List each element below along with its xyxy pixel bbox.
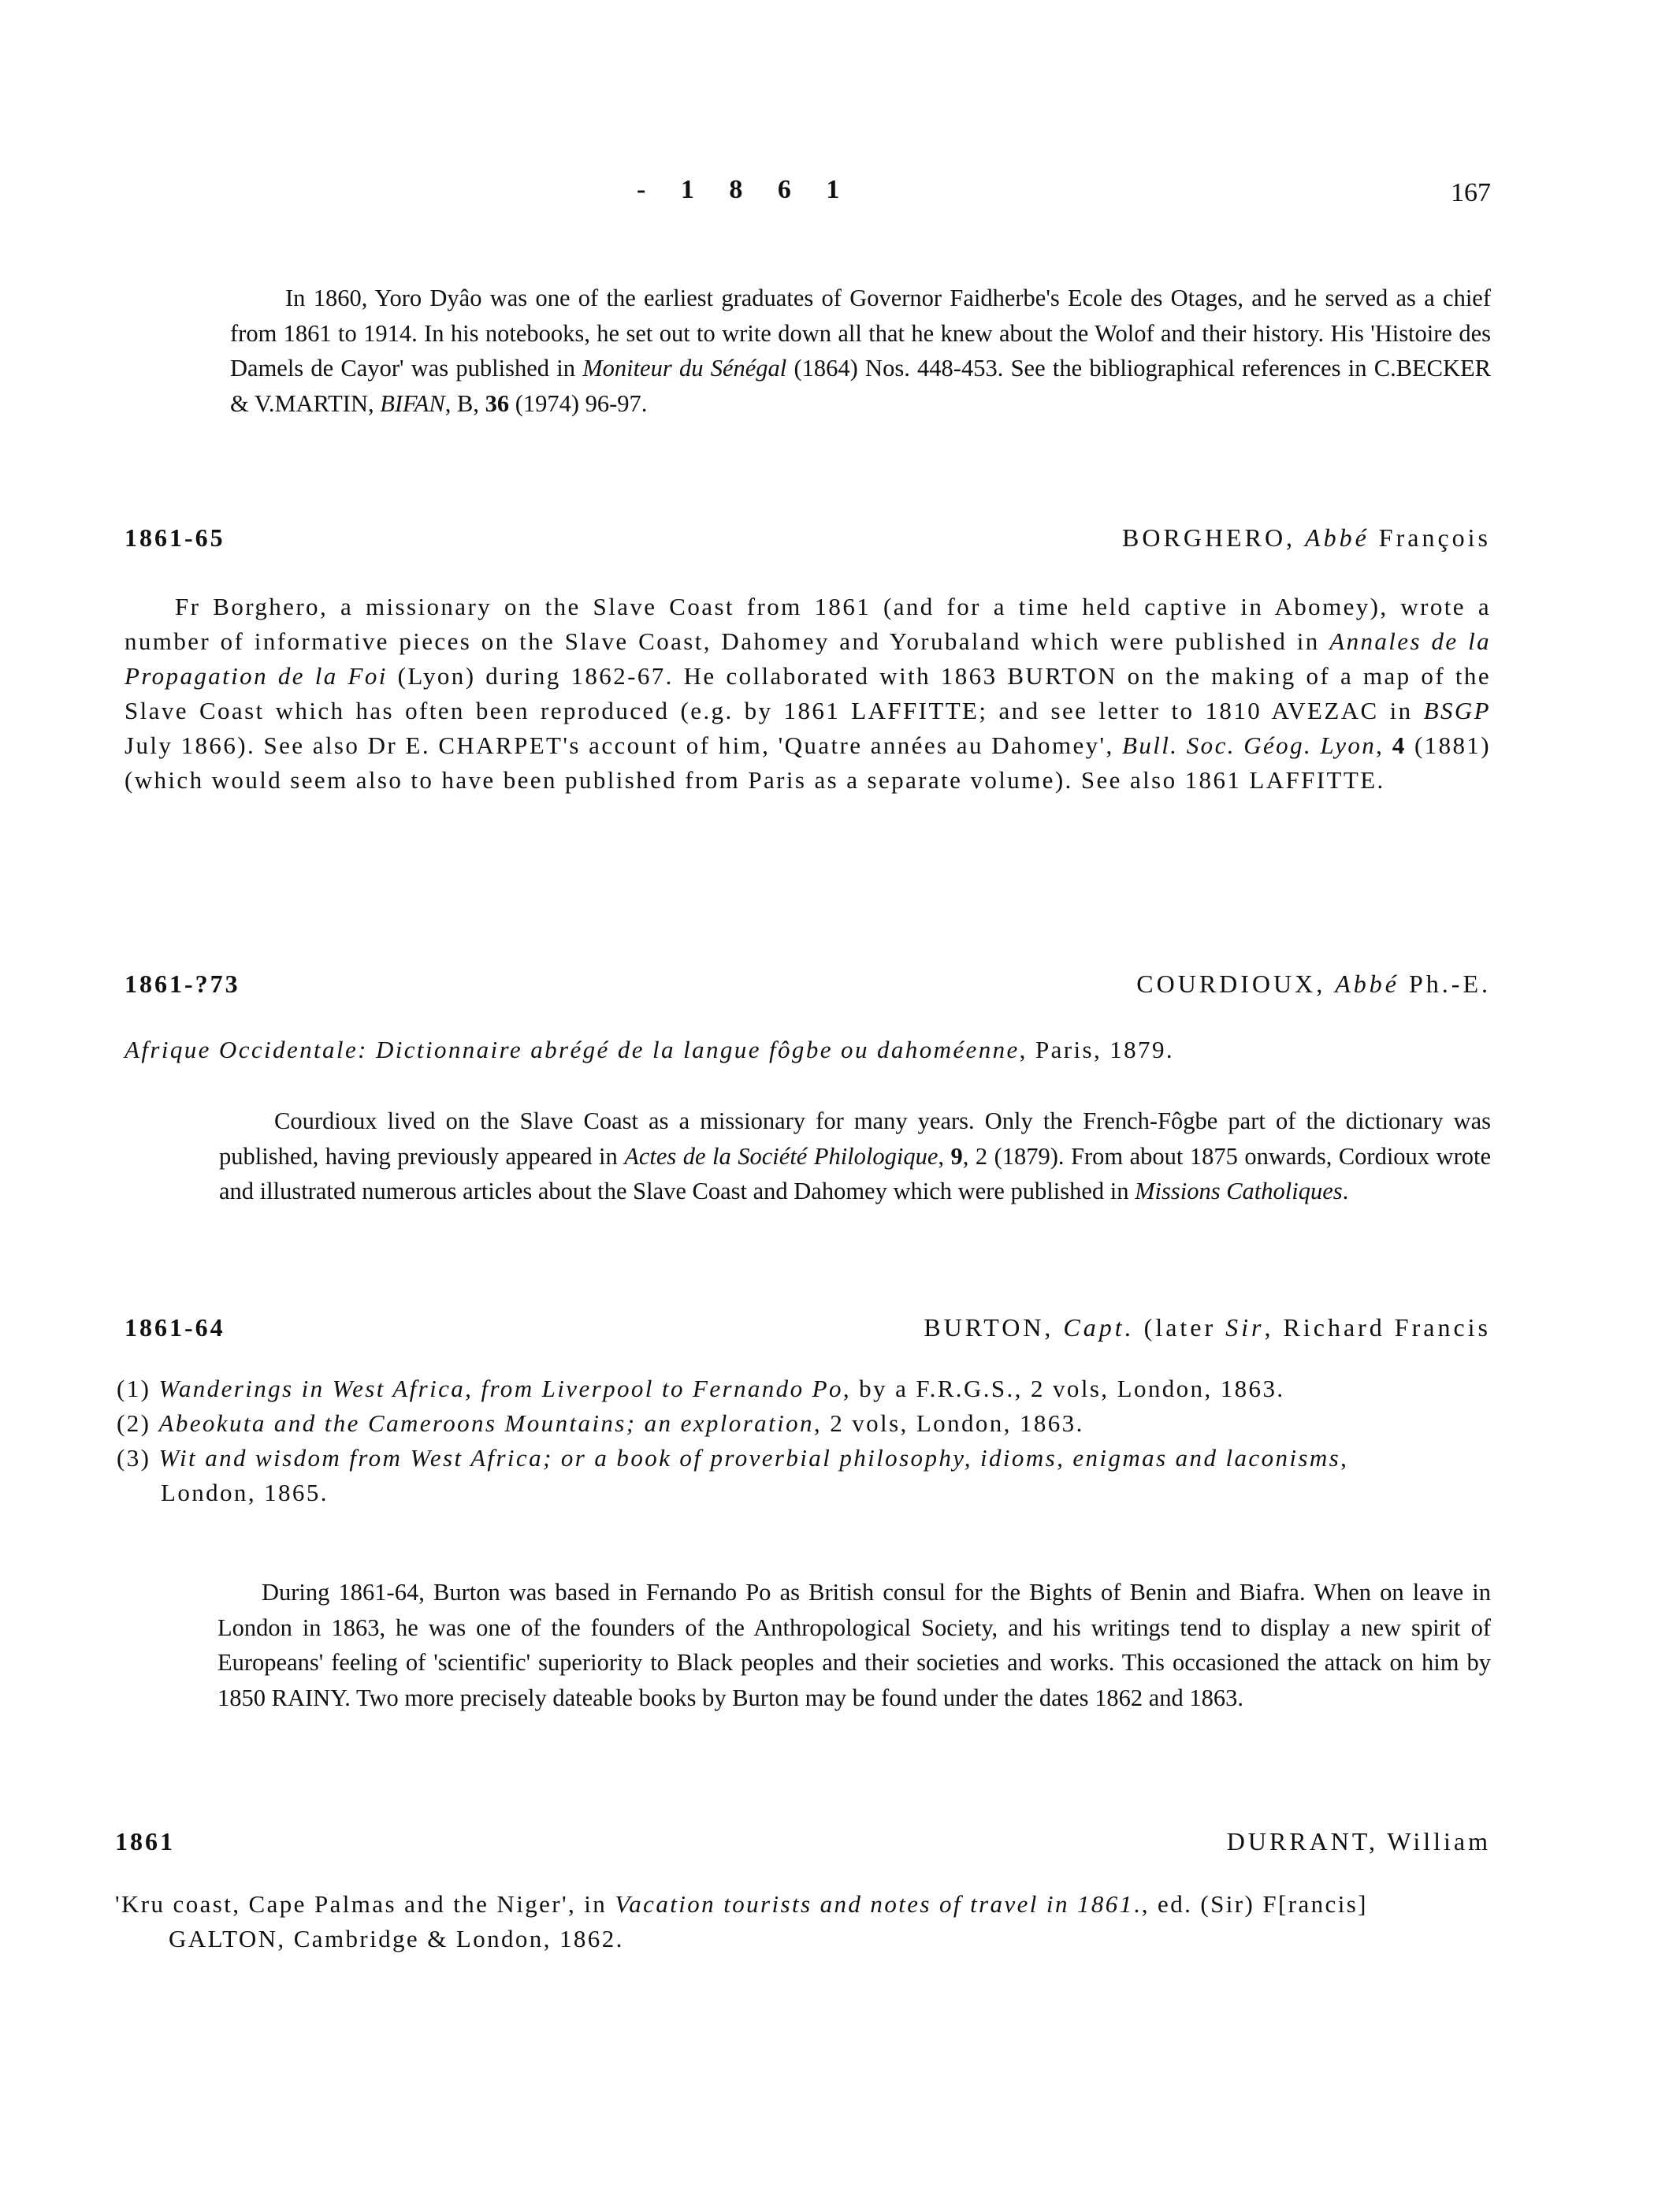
entry-note: During 1861-64, Burton was based in Fernando Po as British consul for the Bights of Benin and Biafra. When on leave in London in 1863, he was one of the founders of the Anthropological Society, and his writings tend to display a new spirit of Europeans' feeling of 'scientific' superiority to Black peoples and their societies and works. This occasioned the attack on him by 1850 RAINY. Two more precisely dateable books by Burton may be found under the dates 1862 and 1863. xyxy=(217,1579,1491,1711)
page-number: 167 xyxy=(1451,178,1491,207)
entry-author: COURDIOUX, Abbé Ph.-E. xyxy=(1136,970,1491,998)
entry-author: BORGHERO, Abbé François xyxy=(1122,523,1491,552)
entry-date: 1861-65 xyxy=(125,523,225,552)
entry-paragraph: Fr Borghero, a missionary on the Slave Coast from 1861 (and for a time held captive in Abomey), wrote a number of informative pieces on the Slave Coast, Dahomey and Yorubaland which were published in Annales de la Propagation de la Foi (Lyon) during 1862-67. He collaborated with 1863 BURTON on the making of a map of the Slave Coast which has often been reproduced (e.g. by 1861 LAFFITTE; and see letter to 1810 AVEZAC in BSGP July 1866). See also Dr E. CHARPET's account of him, 'Quatre années au Dahomey', Bull. Soc. Géog. Lyon, 4 (1881)(which would seem also to have been published from Paris as a separate volume). See also 1861 LAFFITTE. xyxy=(125,593,1491,794)
entry-author: DURRANT, William xyxy=(1226,1827,1491,1855)
entry-works-list xyxy=(117,1372,1440,1510)
entry-date: 1861 xyxy=(115,1827,175,1855)
work-item: (3) Wit and wisdom from West Africa; or a book of proverbial philosophy, idioms, enigmas and laconisms, London, 1865. xyxy=(117,1444,1349,1506)
entry-date: 1861-?73 xyxy=(125,970,240,998)
entry-work: 'Kru coast, Cape Palmas and the Niger', in Vacation tourists and notes of travel in 1861., ed. (Sir) F[rancis] GALTON, Cambridge & London, 1862. xyxy=(115,1890,1368,1952)
entry-date: 1861-64 xyxy=(125,1313,225,1342)
work-item: (2) Abeokuta and the Cameroons Mountains; an exploration, 2 vols, London, 1863. xyxy=(117,1409,1084,1437)
entry-work: Afrique Occidentale: Dictionnaire abrégé de la langue fôgbe ou dahoméenne, Paris, 1879. xyxy=(125,1036,1175,1063)
running-header-year: - 1 8 6 1 xyxy=(637,175,854,204)
entry-note: Courdioux lived on the Slave Coast as a missionary for many years. Only the French-Fôgbe part of the dictionary was published, having previously appeared in Actes de la Société Philologique, 9, 2 (1879). From about 1875 onwards, Cordioux wrote and illustrated numerous articles about the Slave Coast and Dahomey which were published in Missions Catholiques. xyxy=(219,1107,1491,1204)
work-item: (1) Wanderings in West Africa, from Liverpool to Fernando Po, by a F.R.G.S., 2 vols, London, 1863. xyxy=(117,1375,1285,1402)
intro-paragraph: In 1860, Yoro Dyâo was one of the earliest graduates of Governor Faidherbe's Ecole des Otages, and he served as a chief from 1861 to 1914. In his notebooks, he set out to write down all that he knew about the Wolof and their history. His 'Histoire des Damels de Cayor' was published in Moniteur du Sénégal (1864) Nos. 448-453. See the bibliographical references in C.BECKER & V.MARTIN, BIFAN, B, 36 (1974) 96-97. xyxy=(230,285,1492,417)
entry-author: BURTON, Capt. (later Sir, Richard Francis xyxy=(924,1313,1491,1342)
